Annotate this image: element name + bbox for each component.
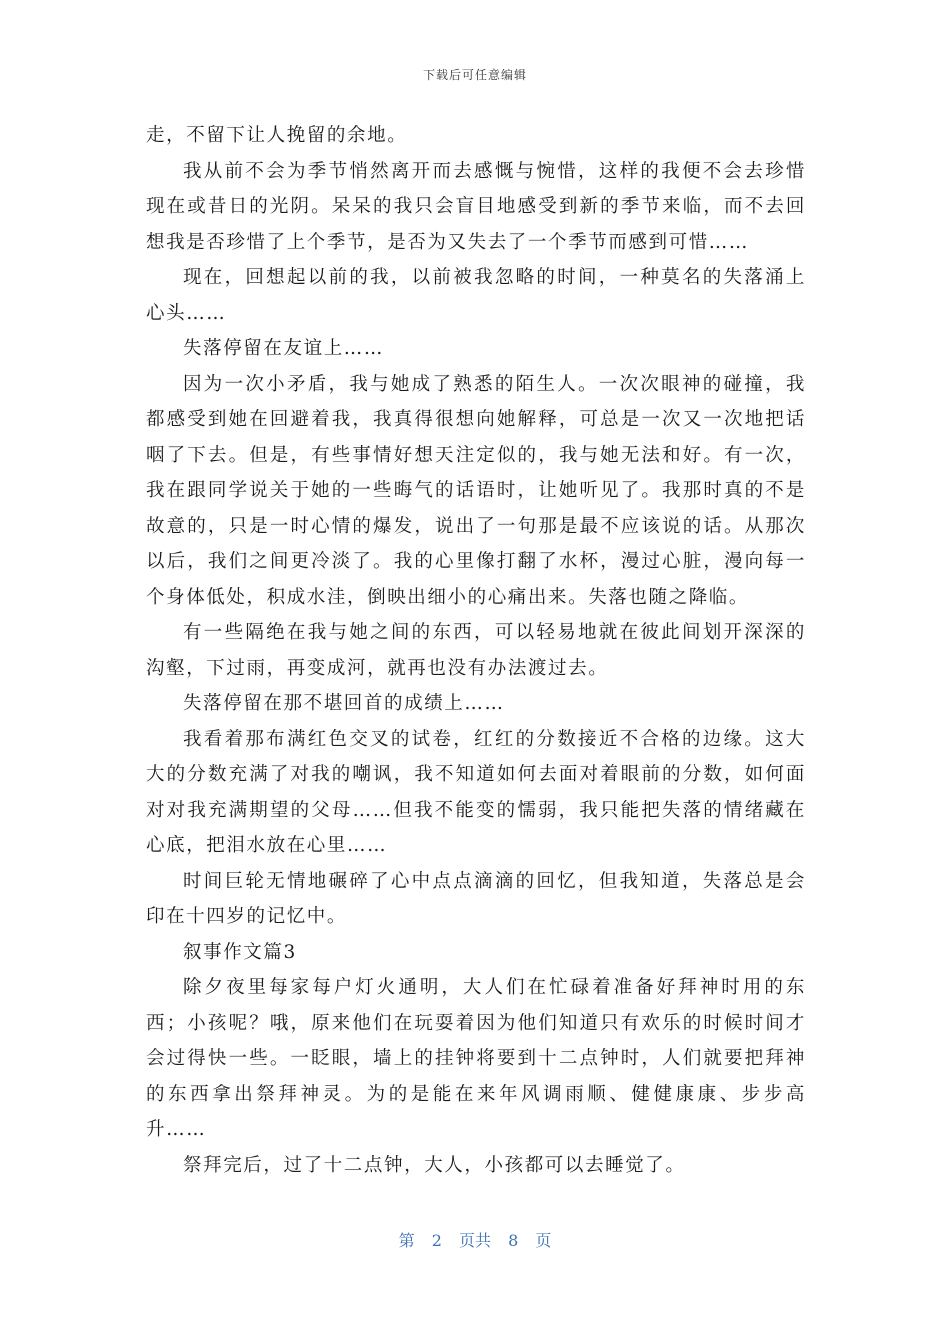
section-heading: 叙事作文篇3 xyxy=(183,941,297,963)
paragraph: 现在，回想起以前的我，以前被我忽略的时间，一种莫名的失落涌上心头…… xyxy=(146,267,806,324)
footer-middle: 页共 xyxy=(458,1231,491,1250)
page-footer xyxy=(0,1228,950,1251)
total-page-number: 8 xyxy=(508,1231,519,1250)
paragraph: 除夕夜里每家每户灯火通明，大人们在忙碌着准备好拜神时用的东西；小孩呢？哦，原来他们在玩耍着因为他们知道只有欢乐的时候时间才会过得快一些。一眨眼，墙上的挂钟将要到十二点钟时，人们就要把拜神的东西拿出祭拜神灵。为的是能在来年风调雨顺、健健康康、步步高升…… xyxy=(146,977,806,1140)
paragraph: 时间巨轮无情地碾碎了心中点点滴滴的回忆，但我知道，失落总是会印在十四岁的记忆中。 xyxy=(146,870,806,927)
footer-suffix: 页 xyxy=(535,1231,552,1250)
paragraph: 祭拜完后，过了十二点钟，大人，小孩都可以去睡觉了。 xyxy=(183,1154,686,1176)
paragraph: 失落停留在那不堪回首的成绩上…… xyxy=(183,693,505,714)
paragraph: 因为一次小矛盾，我与她成了熟悉的陌生人。一次次眼神的碰撞，我都感受到她在回避着我，我真得很想向她解释，可总是一次又一次地把话咽了下去。但是，有些事情好想天注定似的，我与她无法和好。有一次，我在跟同学说关于她的一些晦气的话语时，让她听见了。我那时真的不是故意的，只是一时心情的爆发，说出了一句那是最不应该说的话。从那次以后，我们之间更冷淡了。我的心里像打翻了水杯，漫过心脏，漫向每一个身体低处，积成水洼，倒映出细小的心痛出来。失落也随之降临。 xyxy=(146,373,806,608)
current-page-number: 2 xyxy=(431,1231,442,1250)
paragraph: 我从前不会为季节悄然离开而去感慨与惋惜，这样的我便不会去珍惜现在或昔日的光阴。呆呆的我只会盲目地感受到新的季节来临，而不去回想我是否珍惜了上个季节，是否为又失去了一个季节而感到可惜…… xyxy=(146,160,806,253)
document-body xyxy=(146,118,806,1183)
paragraph: 有一些隔绝在我与她之间的东西，可以轻易地就在彼此间划开深深的沟壑，下过雨，再变成河，就再也没有办法渡过去。 xyxy=(146,622,806,679)
paragraph: 失落停留在友谊上…… xyxy=(183,338,385,359)
footer-prefix: 第 xyxy=(398,1231,415,1250)
page-header: 下载后可任意编辑 xyxy=(422,68,527,82)
paragraph: 我看着那布满红色交叉的试卷，红红的分数接近不合格的边缘。这大大的分数充满了对我的嘲讽，我不知道如何去面对着眼前的分数，如何面对对我充满期望的父母……但我不能变的懦弱，我只能把失落的情绪藏在心底，把泪水放在心里…… xyxy=(146,728,806,856)
paragraph: 走，不留下让人挽留的余地。 xyxy=(146,125,408,146)
